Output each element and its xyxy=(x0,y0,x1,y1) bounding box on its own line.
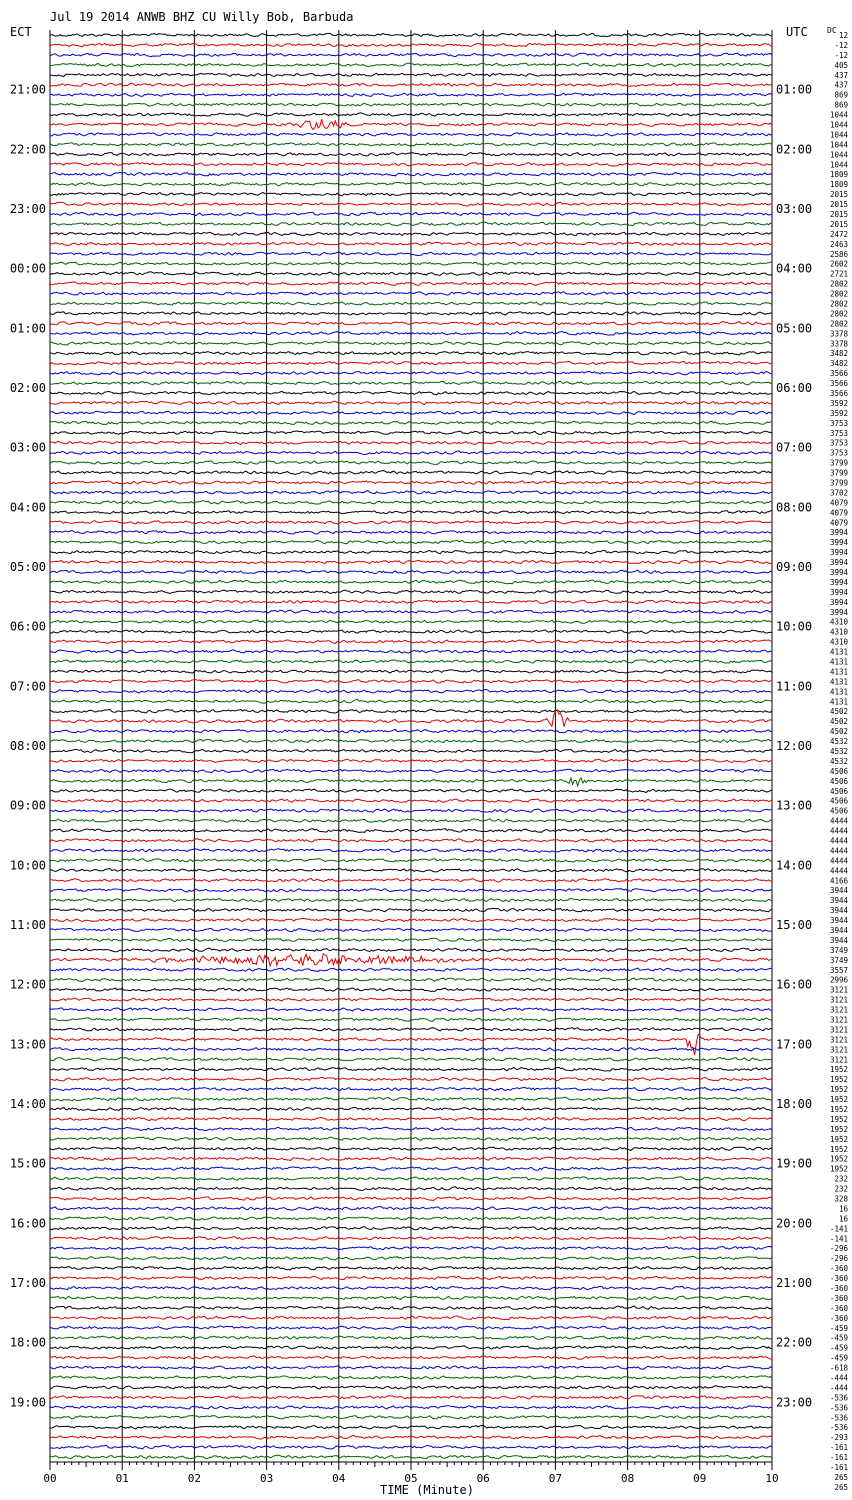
dc-offset-value: 1952 xyxy=(829,1104,848,1114)
dc-offset-value: -360 xyxy=(829,1264,848,1274)
dc-offset-value: 3994 xyxy=(829,538,848,548)
dc-offset-value: 3557 xyxy=(829,965,848,975)
dc-offset-value: 2015 xyxy=(829,209,848,219)
dc-offset-value: -141 xyxy=(829,1234,848,1244)
dc-offset-value: -618 xyxy=(829,1363,848,1373)
dc-offset-value: 12 xyxy=(838,30,848,40)
dc-offset-value: 3799 xyxy=(829,478,848,488)
dc-offset-value: 3994 xyxy=(829,597,848,607)
dc-offset-value: 2015 xyxy=(829,219,848,229)
dc-offset-value: 3994 xyxy=(829,577,848,587)
left-hour-label: 12:00 xyxy=(9,977,46,992)
chart-title: Jul 19 2014 ANWB BHZ CU Willy Bob, Barbuda xyxy=(50,10,354,24)
dc-offset-value: 3592 xyxy=(829,408,848,418)
dc-offset-value: 4506 xyxy=(829,796,848,806)
dc-offset-value: 2586 xyxy=(829,249,848,259)
dc-offset-value: 2802 xyxy=(829,319,848,329)
dc-offset-value: -12 xyxy=(834,50,848,60)
dc-offset-value: 4444 xyxy=(829,856,848,866)
x-axis-label: TIME (Minute) xyxy=(380,1483,474,1497)
dc-offset-value: 1809 xyxy=(829,170,848,180)
dc-offset-value: 4131 xyxy=(829,667,848,677)
dc-offset-value: 4444 xyxy=(829,846,848,856)
dc-offset-value: 16 xyxy=(838,1204,848,1214)
dc-offset-value: 4506 xyxy=(829,776,848,786)
left-hour-label: 11:00 xyxy=(9,918,46,932)
dc-offset-value: 4502 xyxy=(829,717,848,727)
dc-offset-value: 3753 xyxy=(829,448,848,458)
dc-offset-value: 3566 xyxy=(829,379,848,389)
dc-offset-value: 437 xyxy=(834,80,848,90)
left-hour-label: 03:00 xyxy=(9,440,46,455)
dc-offset-header: DC xyxy=(827,26,837,35)
dc-offset-value: -536 xyxy=(829,1403,848,1413)
dc-offset-value: 4502 xyxy=(829,707,848,717)
x-tick-label: 03 xyxy=(259,1472,274,1485)
dc-offset-value: 1952 xyxy=(829,1124,848,1134)
dc-offset-value: 3121 xyxy=(829,1055,848,1065)
dc-offset-value: 4444 xyxy=(829,826,848,836)
dc-offset-value: 2015 xyxy=(829,200,848,210)
x-tick-label: 00 xyxy=(43,1472,57,1485)
dc-offset-value: 4444 xyxy=(829,836,848,846)
dc-offset-value: 3121 xyxy=(829,1015,848,1025)
x-tick-label: 06 xyxy=(476,1472,490,1485)
dc-offset-value: 2802 xyxy=(829,299,848,309)
dc-offset-value: 4079 xyxy=(829,498,848,508)
left-hour-label: 01:00 xyxy=(9,321,46,336)
right-hour-label: 14:00 xyxy=(776,858,813,873)
dc-offset-value: 4532 xyxy=(829,737,848,747)
dc-offset-value: 3753 xyxy=(829,428,848,438)
dc-offset-value: 265 xyxy=(834,1482,848,1492)
dc-offset-value: 1952 xyxy=(829,1114,848,1124)
dc-offset-value: 1952 xyxy=(829,1065,848,1075)
x-tick-label: 10 xyxy=(765,1472,779,1485)
dc-offset-value: 3482 xyxy=(829,349,848,359)
dc-offset-value: -141 xyxy=(829,1224,848,1234)
dc-offset-value: -444 xyxy=(829,1383,848,1393)
dc-offset-value: 1952 xyxy=(829,1134,848,1144)
dc-offset-value: 3121 xyxy=(829,995,848,1005)
dc-offset-value: 4444 xyxy=(829,816,848,826)
dc-offset-value: 3994 xyxy=(829,607,848,617)
dc-offset-value: 1044 xyxy=(829,130,848,140)
right-hour-label: 10:00 xyxy=(776,619,813,634)
dc-offset-value: 3121 xyxy=(829,1035,848,1045)
dc-offset-value: 3702 xyxy=(829,488,848,498)
dc-offset-value: 4506 xyxy=(829,766,848,776)
dc-offset-value: 1952 xyxy=(829,1095,848,1105)
dc-offset-value: -459 xyxy=(829,1333,848,1343)
left-hour-label: 10:00 xyxy=(9,858,46,873)
dc-offset-value: 3994 xyxy=(829,587,848,597)
left-hour-label: 23:00 xyxy=(9,202,46,216)
dc-offset-value: 3121 xyxy=(829,1005,848,1015)
dc-offset-value: 3994 xyxy=(829,528,848,538)
right-hour-label: 18:00 xyxy=(776,1097,813,1111)
dc-offset-value: 4310 xyxy=(829,637,848,647)
left-hour-label: 18:00 xyxy=(9,1335,46,1350)
right-hour-label: 05:00 xyxy=(776,321,813,336)
dc-offset-value: 1952 xyxy=(829,1144,848,1154)
dc-offset-value: 2721 xyxy=(829,269,848,279)
dc-offset-value: 3566 xyxy=(829,388,848,398)
dc-offset-value: 328 xyxy=(834,1194,848,1204)
right-hour-label: 12:00 xyxy=(776,739,813,753)
dc-offset-value: 2463 xyxy=(829,239,848,249)
right-hour-label: 11:00 xyxy=(776,679,813,694)
dc-offset-value: 1952 xyxy=(829,1085,848,1095)
right-hour-label: 16:00 xyxy=(776,977,813,992)
dc-offset-value: 4310 xyxy=(829,627,848,637)
right-hour-label: 08:00 xyxy=(776,500,813,515)
dc-offset-value: -536 xyxy=(829,1413,848,1423)
dc-offset-value: -161 xyxy=(829,1453,848,1463)
dc-offset-value: -459 xyxy=(829,1343,848,1353)
dc-offset-value: 4532 xyxy=(829,756,848,766)
dc-offset-value: 3944 xyxy=(829,906,848,916)
left-hour-label: 05:00 xyxy=(9,560,46,574)
right-hour-label: 09:00 xyxy=(776,560,813,574)
right-hour-label: 02:00 xyxy=(776,142,813,157)
right-hour-label: 21:00 xyxy=(776,1276,813,1290)
dc-offset-value: 3378 xyxy=(829,329,848,339)
dc-offset-value: 1952 xyxy=(829,1075,848,1085)
left-hour-label: 22:00 xyxy=(9,142,46,157)
dc-offset-value: 4506 xyxy=(829,786,848,796)
left-hour-label: 14:00 xyxy=(9,1097,46,1111)
dc-offset-value: 3944 xyxy=(829,896,848,906)
dc-offset-value: 405 xyxy=(834,60,848,70)
dc-offset-value: 437 xyxy=(834,70,848,80)
dc-offset-value: -459 xyxy=(829,1353,848,1363)
left-hour-label: 04:00 xyxy=(9,500,46,515)
dc-offset-value: -360 xyxy=(829,1313,848,1323)
dc-offset-value: 3482 xyxy=(829,359,848,369)
dc-offset-value: 3749 xyxy=(829,955,848,965)
dc-offset-value: 1952 xyxy=(829,1164,848,1174)
dc-offset-value: 4131 xyxy=(829,677,848,687)
left-hour-label: 16:00 xyxy=(9,1216,46,1231)
dc-offset-value: 4131 xyxy=(829,647,848,657)
dc-offset-value: 3994 xyxy=(829,558,848,568)
left-hour-label: 17:00 xyxy=(9,1276,46,1290)
x-tick-label: 08 xyxy=(620,1472,635,1485)
left-hour-label: 09:00 xyxy=(9,798,46,813)
left-timezone-label: ECT xyxy=(10,25,32,39)
right-hour-label: 03:00 xyxy=(776,202,813,216)
dc-offset-value: 2472 xyxy=(829,229,848,239)
dc-offset-value: -536 xyxy=(829,1393,848,1403)
dc-offset-value: 869 xyxy=(834,90,848,100)
left-hour-label: 06:00 xyxy=(9,619,46,634)
dc-offset-value: 1044 xyxy=(829,140,848,150)
x-tick-label: 05 xyxy=(404,1472,418,1485)
left-hour-label: 15:00 xyxy=(9,1156,46,1171)
dc-offset-value: 2602 xyxy=(829,259,848,269)
dc-offset-value: 2802 xyxy=(829,309,848,319)
dc-offset-value: 3753 xyxy=(829,438,848,448)
dc-offset-value: 4310 xyxy=(829,617,848,627)
dc-offset-value: 3121 xyxy=(829,1045,848,1055)
left-hour-label: 19:00 xyxy=(9,1395,46,1410)
dc-offset-value: 869 xyxy=(834,100,848,110)
dc-offset-value: 3994 xyxy=(829,567,848,577)
right-hour-label: 22:00 xyxy=(776,1335,813,1350)
dc-offset-value: 3121 xyxy=(829,1025,848,1035)
right-hour-label: 17:00 xyxy=(776,1037,813,1052)
dc-offset-value: 1952 xyxy=(829,1154,848,1164)
right-hour-label: 04:00 xyxy=(776,261,813,276)
dc-offset-value: 4079 xyxy=(829,518,848,528)
dc-offset-value: 4131 xyxy=(829,697,848,707)
right-hour-label: 15:00 xyxy=(776,918,813,932)
dc-offset-value: 4502 xyxy=(829,727,848,737)
dc-offset-value: 232 xyxy=(834,1184,848,1194)
dc-offset-value: 2015 xyxy=(829,190,848,200)
left-hour-label: 08:00 xyxy=(9,739,46,753)
dc-offset-value: 3121 xyxy=(829,985,848,995)
dc-offset-value: 4131 xyxy=(829,657,848,667)
dc-offset-value: -360 xyxy=(829,1274,848,1284)
right-timezone-label: UTC xyxy=(786,25,808,39)
dc-offset-value: 4131 xyxy=(829,687,848,697)
dc-offset-value: -296 xyxy=(829,1244,848,1254)
dc-offset-value: 16 xyxy=(838,1214,848,1224)
left-hour-label: 00:00 xyxy=(9,261,46,276)
dc-offset-value: 2802 xyxy=(829,289,848,299)
right-hour-label: 20:00 xyxy=(776,1216,813,1231)
x-tick-label: 02 xyxy=(187,1472,202,1485)
dc-offset-value: -536 xyxy=(829,1423,848,1433)
left-hour-label: 02:00 xyxy=(9,381,46,395)
right-hour-label: 01:00 xyxy=(776,82,813,97)
dc-offset-value: 1044 xyxy=(829,150,848,160)
dc-offset-value: -360 xyxy=(829,1283,848,1293)
dc-offset-value: 4506 xyxy=(829,806,848,816)
dc-offset-value: 3799 xyxy=(829,458,848,468)
right-hour-label: 06:00 xyxy=(776,381,813,395)
dc-offset-value: 3799 xyxy=(829,468,848,478)
dc-offset-value: 1809 xyxy=(829,180,848,190)
dc-offset-value: 3944 xyxy=(829,886,848,896)
dc-offset-value: -293 xyxy=(829,1433,848,1443)
dc-offset-value: 265 xyxy=(834,1472,848,1482)
x-tick-label: 01 xyxy=(115,1472,129,1485)
right-hour-label: 23:00 xyxy=(776,1395,813,1410)
dc-offset-value: 232 xyxy=(834,1174,848,1184)
dc-offset-value: 3566 xyxy=(829,369,848,379)
dc-offset-value: 3944 xyxy=(829,916,848,926)
dc-offset-value: 1044 xyxy=(829,120,848,130)
right-hour-label: 19:00 xyxy=(776,1156,813,1171)
left-hour-label: 07:00 xyxy=(9,679,46,694)
dc-offset-value: -161 xyxy=(829,1462,848,1472)
dc-offset-value: 3944 xyxy=(829,935,848,945)
x-tick-label: 04 xyxy=(332,1472,346,1485)
left-hour-label: 21:00 xyxy=(9,82,46,97)
dc-offset-value: 3994 xyxy=(829,548,848,558)
dc-offset-value: -444 xyxy=(829,1373,848,1383)
right-hour-label: 13:00 xyxy=(776,798,813,813)
dc-offset-value: 4166 xyxy=(829,876,848,886)
dc-offset-value: 1044 xyxy=(829,110,848,120)
x-tick-label: 07 xyxy=(548,1472,563,1485)
dc-offset-value: 3753 xyxy=(829,418,848,428)
dc-offset-value: 4532 xyxy=(829,746,848,756)
dc-offset-value: 3944 xyxy=(829,925,848,935)
dc-offset-value: 3749 xyxy=(829,945,848,955)
right-hour-label: 07:00 xyxy=(776,440,813,455)
dc-offset-value: 2802 xyxy=(829,279,848,289)
dc-offset-value: -161 xyxy=(829,1443,848,1453)
dc-offset-value: 2996 xyxy=(829,975,848,985)
dc-offset-value: 4079 xyxy=(829,508,848,518)
dc-offset-value: -360 xyxy=(829,1303,848,1313)
dc-offset-value: 3378 xyxy=(829,339,848,349)
dc-offset-value: 3592 xyxy=(829,398,848,408)
dc-offset-value: 1044 xyxy=(829,160,848,170)
dc-offset-value: -296 xyxy=(829,1254,848,1264)
left-hour-label: 13:00 xyxy=(9,1037,46,1052)
x-tick-label: 09 xyxy=(693,1472,707,1485)
dc-offset-value: -12 xyxy=(834,40,848,50)
dc-offset-value: -459 xyxy=(829,1323,848,1333)
dc-offset-value: 4444 xyxy=(829,866,848,876)
dc-offset-value: -360 xyxy=(829,1293,848,1303)
